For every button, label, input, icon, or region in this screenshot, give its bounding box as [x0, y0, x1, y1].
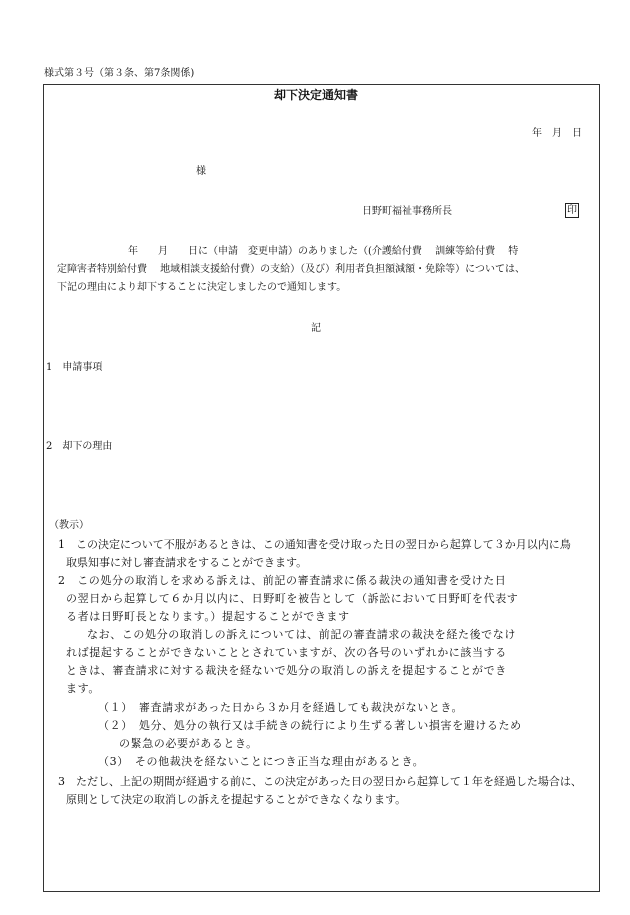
form-number: 様式第３号（第３条、第7条関係)	[44, 68, 195, 79]
instruction-line: 原則として決定の取消しの訴えを提起することができなくなります。	[66, 793, 407, 806]
body-line-2: 定障害者特別給付費 地域相談支援給付費）の支給）（及び）利用者負担額減額・免除等）については、	[57, 264, 525, 275]
body-line-3: 下記の理由により却下することに決定しましたので通知します。	[57, 282, 347, 293]
instruction-line: の翌日から起算して６か月以内に、日野町を被告として（訴訟において日野町を代表す	[66, 592, 519, 605]
instruction-line: （１） 審査請求があった日から３か月を経過しても裁決がないとき。	[98, 701, 464, 714]
document-frame	[43, 84, 600, 892]
document-title: 却下決定通知書	[274, 88, 359, 102]
instruction-line: なお、この処分の取消しの訴えについては、前記の審査請求の裁決を経た後でなけ	[87, 628, 516, 641]
instruction-line: 1 この決定について不服があるときは、この通知書を受け取った日の翌日から起算して３か月以内に鳥	[58, 538, 571, 551]
instruction-line: 3 ただし、上記の期間が経過する前に、この決定があった日の翌日から起算して１年を経過した場合は、	[58, 775, 582, 788]
instruction-line: れば提起することができないこととされていますが、次の各号のいずれかに該当する	[66, 646, 507, 659]
section-rejection-reason: 2 却下の理由	[46, 441, 113, 452]
seal-box: 印	[567, 205, 577, 216]
section-application-items: 1 申請事項	[46, 362, 103, 373]
issuer-name: 日野町福祉事務所長	[362, 206, 452, 217]
instruction-line: 取県知事に対し審査請求をすることができます。	[66, 556, 308, 569]
instruction-line: る者は日野町長となります。）提起することができます	[66, 610, 350, 623]
instruction-line: の緊急の必要があるとき。	[119, 737, 258, 750]
instruction-line: ます。	[66, 682, 100, 695]
instruction-line: （3） その他裁決を経ないことにつき正当な理由があるとき。	[98, 755, 425, 768]
body-line-1: 年 月 日に（申請 変更申請）のありました（(介護給付費 訓練等給付費 特	[128, 246, 519, 257]
instruction-line: 2 この処分の取消しを求める訴えは、前記の審査請求に係る裁決の通知書を受けた日	[58, 574, 507, 587]
instruction-line: （２） 処分、処分の執行又は手続きの続行により生ずる著しい損害を避けるため	[98, 719, 522, 732]
ki-heading: 記	[311, 323, 321, 334]
instruction-line: ときは、審査請求に対する裁決を経ないで処分の取消しの訴えを提起することができ	[66, 664, 507, 677]
instruction-heading: （教示）	[49, 520, 89, 531]
addressee: 様	[196, 166, 206, 177]
date-line: 年 月 日	[532, 128, 582, 139]
